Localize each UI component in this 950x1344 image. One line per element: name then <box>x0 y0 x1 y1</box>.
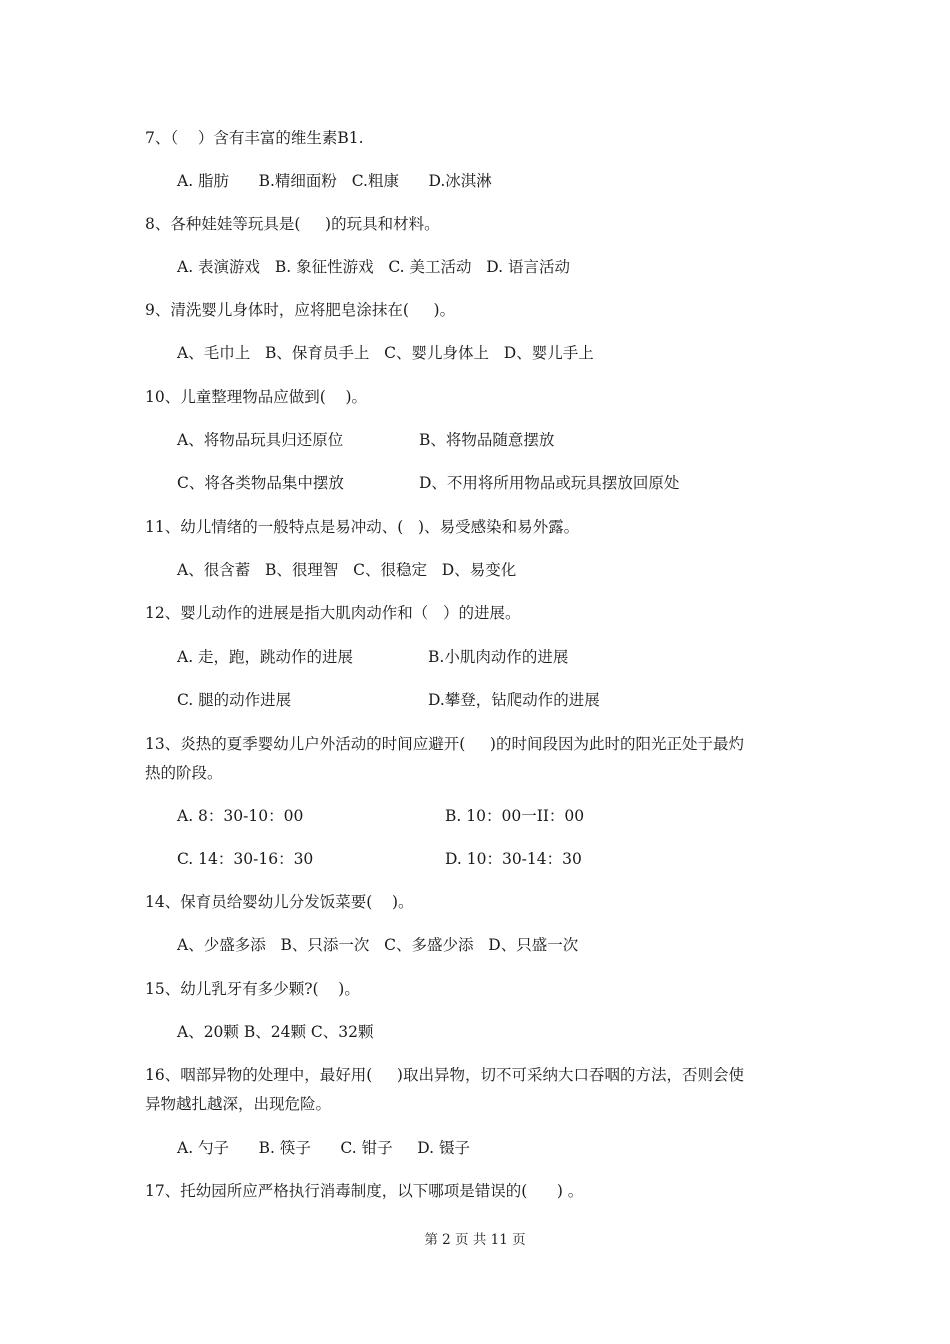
question-10-option-a: A、将物品玩具归还原位 <box>177 431 344 449</box>
question-8-stem: 8、各种娃娃等玩具是( )的玩具和材料。 <box>145 215 440 233</box>
question-17-stem: 17、托幼园所应严格执行消毒制度，以下哪项是错误的( ) 。 <box>145 1182 584 1200</box>
question-12-option-b: B.小肌肉动作的进展 <box>428 648 569 666</box>
question-13-stem-line1: 13、炎热的夏季婴幼儿户外活动的时间应避开( )的时间段因为此时的阳光正处于最灼 <box>145 735 744 753</box>
question-10-option-c: C、将各类物品集中摆放 <box>177 474 344 492</box>
question-15-stem: 15、幼儿乳牙有多少颗?( )。 <box>145 980 360 998</box>
question-16-stem-line2: 异物越扎越深，出现危险。 <box>145 1095 332 1113</box>
question-13-stem-line2: 热的阶段。 <box>145 764 223 782</box>
question-12-option-a: A. 走，跑，跳动作的进展 <box>177 648 354 666</box>
question-13-option-c: C. 14：30-16：30 <box>177 850 314 868</box>
question-14-stem: 14、保育员给婴幼儿分发饭菜要( )。 <box>145 893 414 911</box>
question-10-option-b: B、将物品随意摆放 <box>419 431 555 449</box>
question-9-options: A、毛巾上 B、保育员手上 C、婴儿身体上 D、婴儿手上 <box>177 344 594 362</box>
question-16-options: A. 勺子 B. 筷子 C. 钳子 D. 镊子 <box>177 1139 470 1157</box>
question-10-stem: 10、儿童整理物品应做到( )。 <box>145 388 368 406</box>
question-13-option-d: D. 10：30-14：30 <box>445 850 582 868</box>
page-number-footer: 第 2 页 共 11 页 <box>424 1232 526 1248</box>
question-11-stem: 11、幼儿情绪的一般特点是易冲动、( )、易受感染和易外露。 <box>145 518 580 536</box>
question-12-option-c: C. 腿的动作进展 <box>177 691 292 709</box>
question-12-stem: 12、婴儿动作的进展是指大肌肉动作和（ ）的进展。 <box>145 604 521 622</box>
question-7-stem: 7、（ ）含有丰富的维生素B1. <box>145 129 364 147</box>
question-13-option-b: B. 10：00一II：00 <box>445 807 585 825</box>
question-7-options: A. 脂肪 B.精细面粉 C.粗康 D.冰淇淋 <box>177 172 492 190</box>
question-10-option-d: D、不用将所用物品或玩具摆放回原处 <box>419 474 680 492</box>
question-8-options: A. 表演游戏 B. 象征性游戏 C. 美工活动 D. 语言活动 <box>177 258 571 276</box>
question-15-options: A、20颗 B、24颗 C、32颗 <box>177 1023 374 1041</box>
question-13-option-a: A. 8：30-10：00 <box>177 807 304 825</box>
question-11-options: A、很含蓄 B、很理智 C、很稳定 D、易变化 <box>177 561 517 579</box>
question-12-option-d: D.攀登，钻爬动作的进展 <box>428 691 600 709</box>
question-16-stem-line1: 16、咽部异物的处理中，最好用( )取出异物，切不可采纳大口吞咽的方法，否则会使 <box>145 1066 744 1084</box>
question-9-stem: 9、清洗婴儿身体时，应将肥皂涂抹在( )。 <box>145 301 456 319</box>
question-14-options: A、少盛多添 B、只添一次 C、多盛少添 D、只盛一次 <box>177 936 579 954</box>
